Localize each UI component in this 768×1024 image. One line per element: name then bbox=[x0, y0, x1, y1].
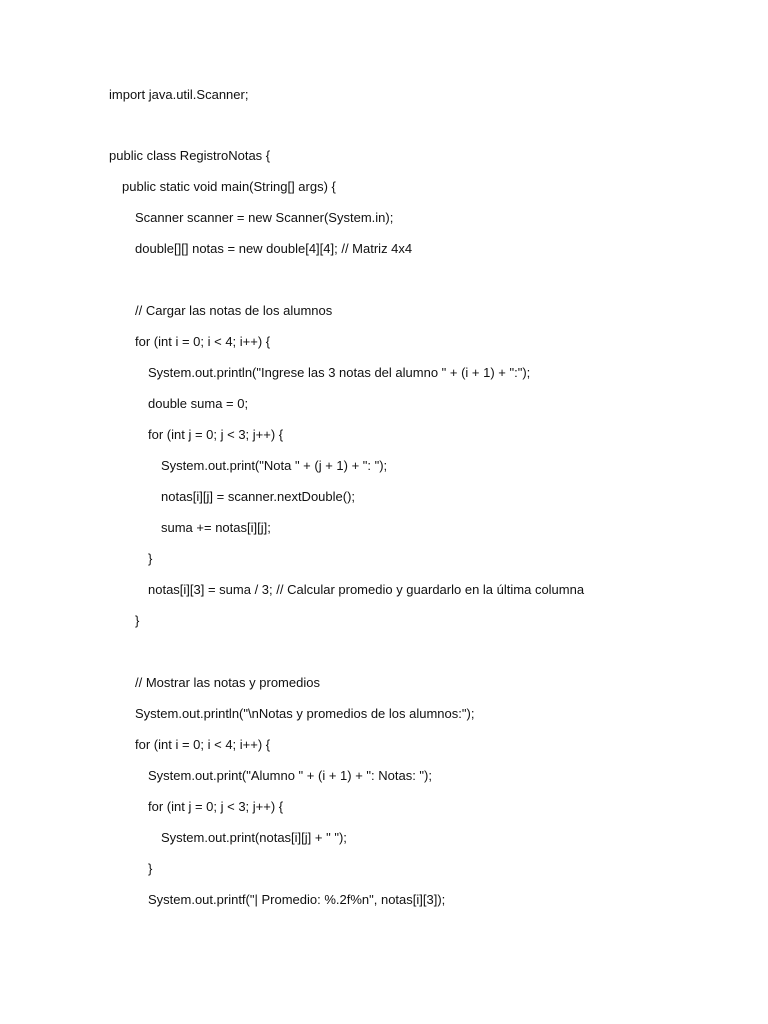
code-line: System.out.println("\nNotas y promedios de los alumnos:"); bbox=[135, 706, 475, 721]
code-line-brace: } bbox=[135, 613, 140, 628]
code-line: for (int j = 0; j < 3; j++) { bbox=[148, 799, 284, 814]
code-line: double[][] notas = new double[4][4]; // Matriz 4x4 bbox=[135, 241, 413, 256]
code-line-main-decl: public static void main(String[] args) { bbox=[122, 179, 336, 194]
code-line-import: import java.util.Scanner; bbox=[109, 87, 249, 102]
code-comment: // Cargar las notas de los alumnos bbox=[135, 303, 333, 318]
code-line: for (int j = 0; j < 3; j++) { bbox=[148, 427, 284, 442]
code-line-class-decl: public class RegistroNotas { bbox=[109, 148, 271, 163]
code-comment: // Mostrar las notas y promedios bbox=[135, 675, 320, 690]
code-line: Scanner scanner = new Scanner(System.in); bbox=[135, 210, 394, 225]
code-line: for (int i = 0; i < 4; i++) { bbox=[135, 334, 271, 349]
code-line: notas[i][3] = suma / 3; // Calcular promedio y guardarlo en la última columna bbox=[148, 582, 585, 597]
code-line: double suma = 0; bbox=[148, 396, 249, 411]
code-line-brace: } bbox=[148, 861, 153, 876]
code-line: System.out.print("Nota " + (j + 1) + ": "); bbox=[161, 458, 388, 473]
code-line: System.out.println("Ingrese las 3 notas del alumno " + (i + 1) + ":"); bbox=[148, 365, 531, 380]
code-line: System.out.print("Alumno " + (i + 1) + ": Notas: "); bbox=[148, 768, 432, 783]
code-line-brace: } bbox=[148, 551, 153, 566]
code-line: System.out.printf("| Promedio: %.2f%n", notas[i][3]); bbox=[148, 892, 446, 907]
code-line: System.out.print(notas[i][j] + " "); bbox=[161, 830, 347, 845]
code-line: suma += notas[i][j]; bbox=[161, 520, 271, 535]
code-line: notas[i][j] = scanner.nextDouble(); bbox=[161, 489, 356, 504]
code-line: for (int i = 0; i < 4; i++) { bbox=[135, 737, 271, 752]
